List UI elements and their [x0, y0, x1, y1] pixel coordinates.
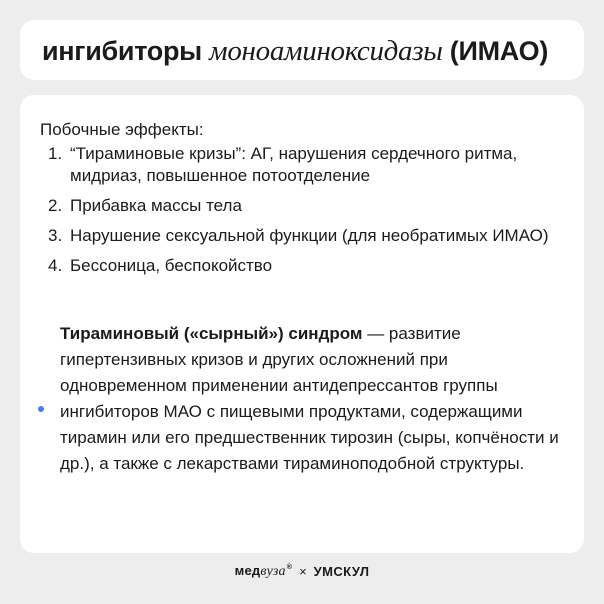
syndrome-definition — [60, 321, 565, 477]
item-number: 4. — [48, 256, 63, 275]
list-item — [48, 225, 558, 247]
list-item — [48, 143, 558, 187]
bullet-dot-icon — [38, 406, 44, 412]
list-item — [48, 195, 558, 217]
item-number: 2. — [48, 196, 63, 215]
item-number: 1. — [48, 144, 63, 163]
syndrome-text: — развитие гипертензивных кризов и других осложнений при одновременном применении антидепрессантов группы ингибиторов МАО с пищевыми продуктами, содержащими тирамин или его предшественник тирозин (сыры, копчёности и др.), а также с лекарствами тираминоподобной структуры. — [60, 324, 559, 473]
brand1-part2: вуза — [260, 563, 286, 579]
brand1-part1: мед — [234, 562, 261, 578]
side-effects-heading: Побочные эффекты: — [40, 120, 204, 139]
side-effects-list — [48, 143, 558, 285]
cross-icon: × — [299, 563, 307, 579]
registered-mark: ® — [286, 564, 293, 572]
title-card — [20, 20, 584, 80]
item-text: Бессоница, беспокойство — [70, 256, 273, 275]
title-part-2: моноаминоксидазы — [209, 35, 443, 67]
content-card — [20, 95, 584, 553]
list-item — [48, 255, 558, 277]
umskul-logo: УМСКУЛ — [313, 563, 370, 579]
footer-branding — [0, 560, 604, 582]
medvuza-logo — [235, 563, 292, 580]
page-title — [42, 34, 548, 68]
title-part-1: ингибиторы — [42, 36, 202, 66]
item-number: 3. — [48, 226, 63, 245]
item-text: Прибавка массы тела — [70, 196, 242, 215]
syndrome-term: Тираминовый («сырный») синдром — [60, 324, 363, 343]
item-text: Нарушение сексуальной функции (для необратимых ИМАО) — [70, 226, 549, 245]
item-text: “Тираминовые кризы”: АГ, нарушения сердечного ритма, мидриаз, повышенное потоотделение — [70, 144, 518, 185]
title-part-3: (ИМАО) — [449, 36, 549, 66]
